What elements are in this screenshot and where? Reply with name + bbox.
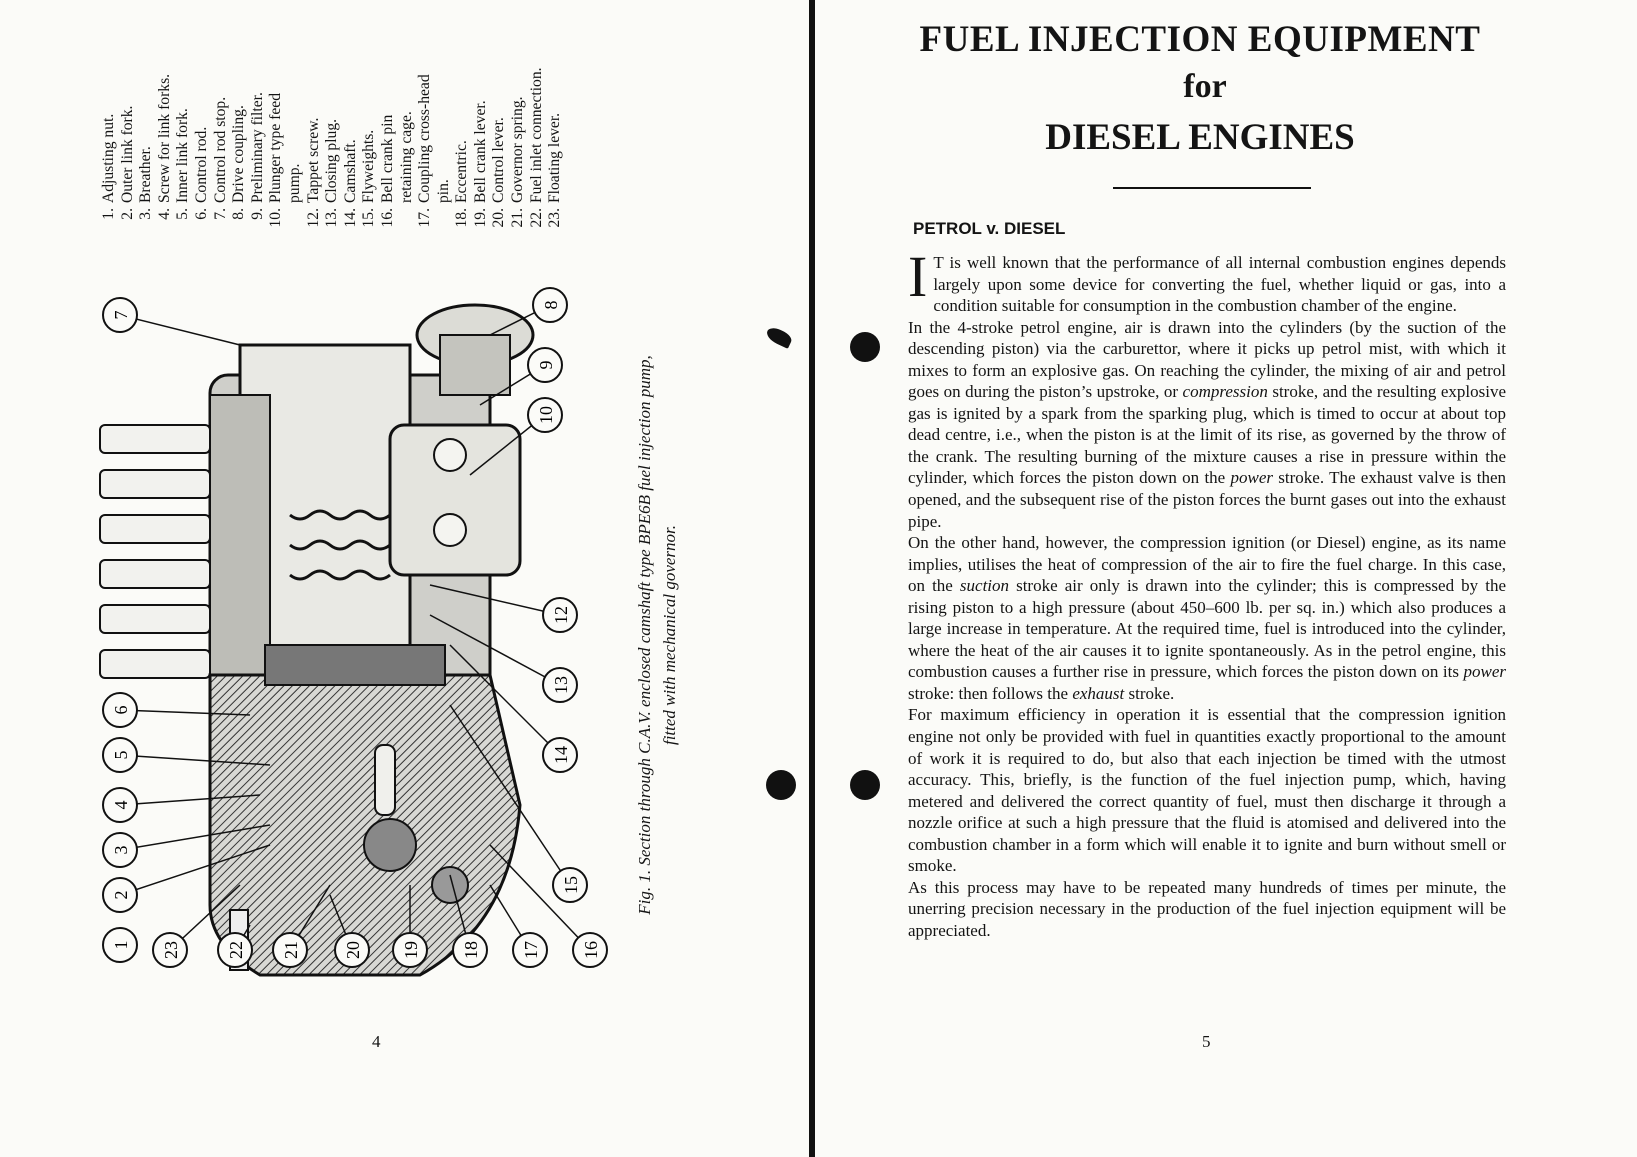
paragraph-2: In the 4-stroke petrol engine, air is drawn into the cylinders (by the suction of the descending piston) via the carburettor, where it picks up petrol mist, with which it mixes to form an explosive gas. On reaching the cylinder, the mixing of air and petrol goes on during the piston’s upstroke, or compression stroke, and the resulting explosive gas is ignited by a spark from the sparking plug, which is timed to occur at about top dead centre, i.e., when the piston is at the limit of its rise, as governed by the throw of the crank. The resulting burning of the mixture causes a rise in pressure within the cylinder, which forces the piston down on the power stroke. The exhaust valve is then opened, and the subsequent rise of the piston forces the burnt gases out into the exhaust pipe. (908, 317, 1506, 531)
legend-item-number: 19. (471, 208, 489, 228)
callout-label: 13 (551, 676, 571, 694)
callout-16 (573, 933, 607, 967)
legend-item (230, 20, 249, 230)
callout-7 (103, 298, 137, 332)
callout-21 (273, 933, 307, 967)
legend-item (528, 20, 547, 230)
callout-label: 4 (111, 800, 131, 810)
legend-item (119, 20, 138, 230)
legend-item-number: 1. (100, 208, 117, 220)
callout-4 (103, 788, 137, 822)
binding-hole-mark (764, 325, 793, 349)
paragraph-4: For maximum efficiency in operation it is essential that the compression ignition engine not only be provided with fuel in quantities exactly proportional to the amount of work it is required to do, but also that each injection be timed with the utmost accuracy. This, briefly, is the function of the fuel injection pump, which, having metered and delivered the correct quantity of fuel, must then discharge it through a nozzle orifice at such a high pressure that the fluid is atomised and delivered into the combustion chamber in a form which will enable it to ignite and burn without smell or smoke. (908, 705, 1506, 876)
legend-item (490, 20, 509, 230)
legend-item-number: 13. (323, 208, 341, 228)
title-line-3: DIESEL ENGINES (1045, 117, 1355, 158)
callout-label: 16 (581, 941, 601, 959)
legend-item-text: pump. (285, 163, 303, 203)
callout-2 (103, 878, 137, 912)
callout-label: 1 (111, 940, 131, 950)
callout-label: 9 (536, 360, 556, 370)
delivery-valve-holders (100, 425, 210, 678)
callout-label: 6 (111, 705, 131, 715)
fuel-pump-section-diagram (90, 285, 615, 1005)
legend-item (286, 20, 305, 230)
title-rule (1113, 187, 1311, 189)
legend-item-text: Control lever. (490, 117, 508, 203)
legend-item (342, 20, 361, 230)
paragraph-5: As this process may have to be repeated many hundreds of times per minute, the unerring precision necessary in the production of the fuel injection equipment will be appreciated. (908, 877, 1506, 940)
legend-item-number: 8. (230, 208, 248, 220)
binding-hole-mark (850, 332, 880, 362)
legend-item-number: 23. (546, 208, 564, 228)
legend-item-number: 6. (192, 208, 210, 220)
callout-18 (453, 933, 487, 967)
legend-item-text: Governor spring. (509, 96, 527, 203)
parts-legend-list (100, 20, 565, 230)
legend-item-text: Bell crank lever. (471, 100, 489, 203)
callout-8 (533, 288, 567, 322)
callout-17 (513, 933, 547, 967)
legend-item-number: 4. (155, 208, 173, 220)
legend-item (137, 20, 156, 230)
legend-item-number: 14. (341, 208, 359, 228)
governor-housing (210, 675, 520, 975)
callout-3 (103, 833, 137, 867)
legend-item-number: 7. (211, 208, 229, 220)
callout-1 (103, 928, 137, 962)
flyweight (364, 819, 416, 871)
legend-item-number: 9. (248, 208, 266, 220)
callout-label: 20 (343, 941, 363, 959)
legend-item-text: retaining cage. (397, 111, 415, 203)
legend-item-text: Inner link fork. (174, 108, 192, 203)
legend-item (416, 20, 435, 230)
legend-item-number: 21. (509, 208, 527, 228)
legend-item (379, 20, 398, 230)
legend-item-number: 2. (118, 208, 136, 220)
callout-label: 23 (161, 941, 181, 959)
legend-item-number: 17. (416, 208, 434, 228)
legend-item-text: Control rod. (192, 126, 210, 203)
legend-item-number: 10. (267, 208, 285, 228)
callout-label: 15 (561, 876, 581, 894)
legend-item-text: pin. (434, 179, 452, 203)
legend-item-number: 12. (304, 208, 322, 228)
legend-item-number: 5. (174, 208, 192, 220)
parts-legend (100, 20, 620, 270)
legend-item-text: Bell crank pin (378, 114, 396, 203)
figure-caption (632, 285, 682, 985)
camshaft (265, 645, 445, 685)
legend-item (305, 20, 324, 230)
callout-label: 21 (281, 941, 301, 959)
legend-item-number: 15. (360, 208, 378, 228)
legend-item-text: Floating lever. (546, 112, 564, 203)
legend-item (323, 20, 342, 230)
callout-label: 7 (111, 310, 131, 320)
legend-item-text: Preliminary filter. (248, 92, 266, 203)
callout-14 (543, 738, 577, 772)
legend-item (453, 20, 472, 230)
legend-item (174, 20, 193, 230)
callout-label: 22 (226, 941, 246, 959)
flyweight (432, 867, 468, 903)
legend-item-number: 20. (490, 208, 508, 228)
legend-item (100, 20, 119, 230)
legend-item-text: Fuel inlet connection. (527, 67, 545, 203)
binding-hole-mark (850, 770, 880, 800)
legend-item-text: Breather. (137, 146, 155, 203)
page-number-left: 4 (372, 1032, 381, 1051)
legend-item (212, 20, 231, 230)
callout-10 (528, 398, 562, 432)
legend-item-number: 22. (527, 208, 545, 228)
title-line-2: for (1183, 68, 1227, 105)
figure-caption-line-2: fitted with mechanical governor. (660, 524, 679, 746)
legend-item (472, 20, 491, 230)
legend-item (435, 20, 454, 230)
coupling-neck (440, 335, 510, 395)
callout-5 (103, 738, 137, 772)
legend-item (156, 20, 175, 230)
callout-label: 10 (536, 406, 556, 424)
legend-item-text: Plunger type feed (267, 93, 285, 203)
paragraph-1: I T is well known that the performance of all internal combustion engines depends largely upon some device for converting the fuel, whether liquid or gas, into a condition suitable for consumption in the combustion chamber of the engine. (908, 244, 1506, 316)
paragraph-3: On the other hand, however, the compression ignition (or Diesel) engine, as its name implies, utilises the heat of compression of the air to fire the fuel charge. In this case, on the suction stroke air only is drawn into the cylinder; this is compressed by the rising piston to a high pressure (about 450–600 lb. per sq. in.) which also produces a large increase in temperature. At the required time, fuel is introduced into the cylinder, where the heat of the air causes it to ignite spontaneously. As in the petrol engine, this combustion causes a further rise in pressure, which forces the piston down on its power stroke: then follows the exhaust stroke. (908, 533, 1506, 703)
legend-item-text: Screw for link forks. (155, 73, 173, 203)
legend-item-text: Outer link fork. (118, 105, 136, 203)
callout-12 (543, 598, 577, 632)
callout-13 (543, 668, 577, 702)
title-line-1: FUEL INJECTION EQUIPMENT (919, 19, 1481, 60)
legend-item (398, 20, 417, 230)
legend-item-text: Tappet screw. (304, 117, 322, 203)
section-heading: PETROL v. DIESEL (913, 219, 1066, 238)
legend-item-text: Control rod stop. (211, 96, 229, 203)
callout-label: 17 (521, 941, 541, 959)
legend-item-number: 16. (378, 208, 396, 228)
callout-20 (335, 933, 369, 967)
binding-hole-mark (766, 770, 796, 800)
callout-label: 12 (551, 606, 571, 624)
legend-item (509, 20, 528, 230)
legend-item-text: Flyweights. (360, 129, 378, 203)
legend-item-text: Closing plug. (323, 118, 341, 203)
legend-item (267, 20, 286, 230)
legend-item-text: Coupling cross-head (416, 74, 434, 203)
callout-15 (553, 868, 587, 902)
legend-item (546, 20, 565, 230)
legend-item-number: 18. (453, 208, 471, 228)
page-number-right: 5 (1202, 1032, 1211, 1051)
callout-label: 14 (551, 746, 571, 764)
book-spine-gutter (809, 0, 815, 1157)
callout-label: 5 (111, 750, 131, 760)
callout-19 (393, 933, 427, 967)
callout-6 (103, 693, 137, 727)
callout-label: 8 (541, 300, 561, 310)
legend-item-text: Eccentric. (453, 140, 471, 203)
callout-22 (218, 933, 252, 967)
drop-cap: I (908, 244, 928, 309)
legend-item-text: Camshaft. (341, 139, 359, 203)
callout-label: 3 (111, 845, 131, 855)
callout-23 (153, 933, 187, 967)
callout-label: 19 (401, 941, 421, 959)
legend-item (360, 20, 379, 230)
legend-item (249, 20, 268, 230)
legend-item (193, 20, 212, 230)
legend-item-number: 3. (137, 208, 155, 220)
callout-label: 18 (461, 941, 481, 959)
body-text (908, 244, 1506, 942)
figure-caption-line-1: Fig. 1. Section through C.A.V. enclosed camshaft type BPE6B fuel injection pump, (635, 355, 654, 915)
legend-item-text: Adjusting nut. (100, 113, 117, 203)
control-lever (375, 745, 395, 815)
callout-label: 2 (111, 890, 131, 900)
legend-item-text: Drive coupling. (230, 105, 248, 203)
callout-9 (528, 348, 562, 382)
